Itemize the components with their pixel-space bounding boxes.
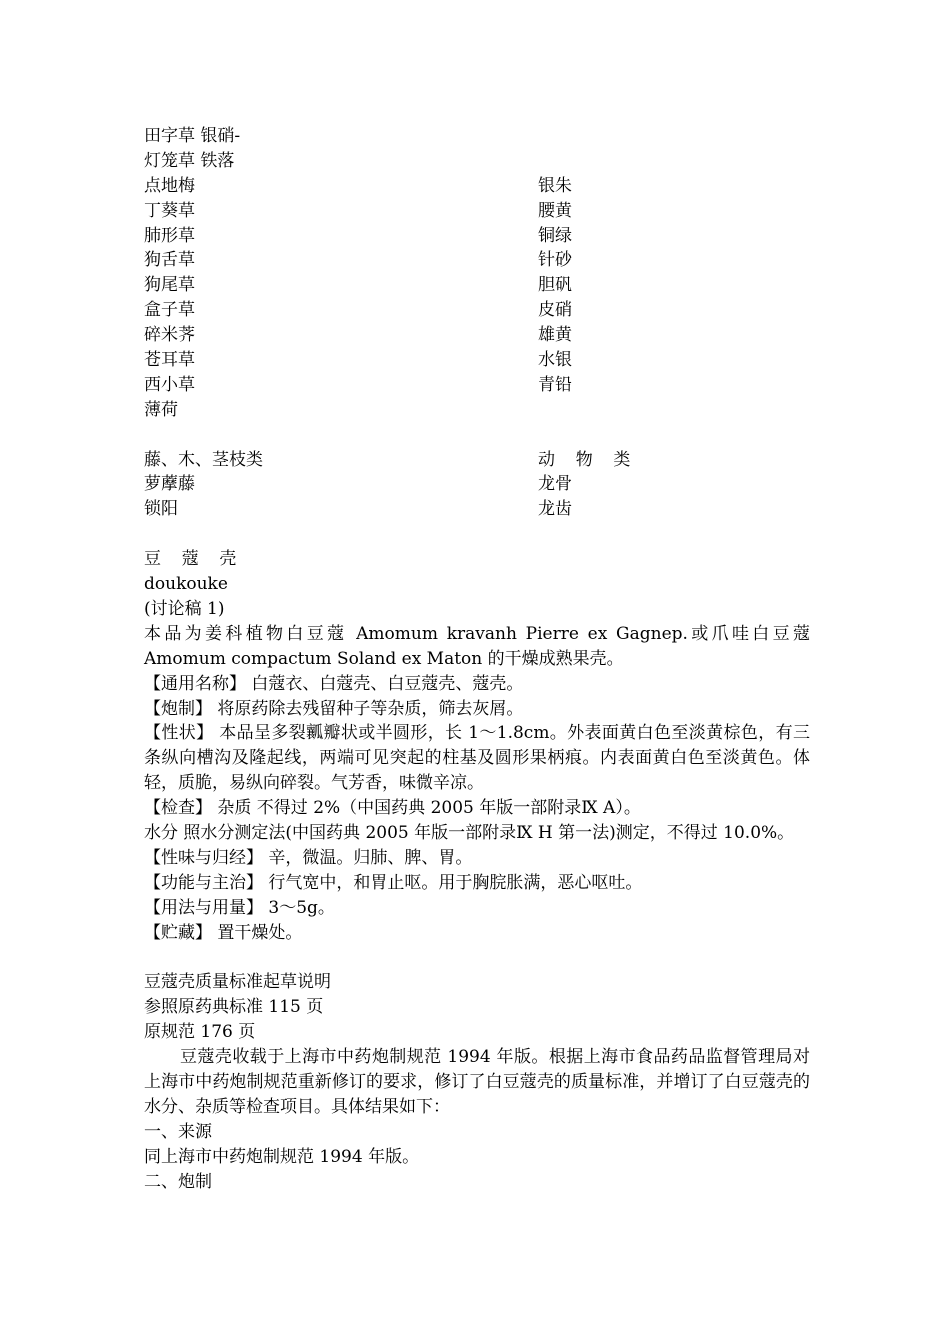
monograph-dosage: 【用法与用量】 3～5g。 — [144, 897, 335, 918]
herb-name: 肺形草 — [144, 225, 195, 246]
monograph-pinyin: doukouke — [144, 574, 228, 595]
list-row — [144, 174, 810, 199]
herb-name: 薄荷 — [144, 399, 178, 420]
mineral-name: 针砂 — [538, 250, 572, 271]
mineral-name: 雄黄 — [538, 325, 572, 346]
herb-name: 丁葵草 — [144, 200, 195, 221]
category-header: 动 物 类 — [538, 449, 631, 470]
explanation-paragraph: 豆蔻壳收载于上海市中药炮制规范 1994 年版。根据上海市食品药品监督管理局对上海市中药炮制规范重新修订的要求，修订了白豆蔻壳的质量标准，并增订了白豆蔻壳的水分、杂质等检查项目。具体结果如下： — [144, 1047, 810, 1117]
monograph-title: 豆 蔻 壳 — [144, 549, 237, 570]
monograph-source: 本品为姜科植物白豆蔻 Amomum kravanh Pierre ex Gagnep.或爪哇白豆蔻 Amomum compactum Soland ex Maton 的干燥成熟果壳。 — [144, 623, 810, 669]
list-row — [144, 472, 810, 497]
monograph-draft: (讨论稿 1) — [144, 598, 225, 619]
herb-name: 狗尾草 — [144, 275, 195, 296]
mineral-name: 水银 — [538, 350, 572, 371]
mineral-name: 青铅 — [538, 374, 572, 395]
section-text: 同上海市中药炮制规范 1994 年版。 — [144, 1146, 420, 1167]
mineral-name: 银朱 — [538, 175, 572, 196]
blank-line — [144, 522, 810, 547]
list-row — [144, 273, 810, 298]
text-line: 田字草 银硝- — [144, 126, 241, 146]
blank-line — [144, 423, 810, 448]
monograph-character: 【性状】 本品呈多裂瓤瓣状或半圆形，长 1～1.8cm。外表面黄白色至淡黄棕色，有三条纵向槽沟及隆起线，两端可见突起的柱基及圆形果柄痕。内表面黄白色至淡黄色。体轻，质脆，易纵向碎裂。气芳香，味微辛凉。 — [144, 723, 810, 794]
monograph-moisture: 水分 照水分测定法(中国药典 2005 年版一部附录Ⅸ H 第一法)测定，不得过 10.0%。 — [144, 823, 795, 844]
list-row — [144, 298, 810, 323]
herb-name: 狗舌草 — [144, 250, 195, 271]
mineral-name: 胆矾 — [538, 275, 572, 296]
herb-name: 锁阳 — [144, 499, 178, 520]
list-row — [144, 199, 810, 224]
category-header-row — [144, 448, 810, 473]
monograph-processing: 【炮制】 将原药除去残留种子等杂质，筛去灰屑。 — [144, 698, 524, 719]
mineral-name: 皮硝 — [538, 300, 572, 321]
herb-name: 萝藦藤 — [144, 474, 195, 495]
list-row — [144, 248, 810, 273]
mineral-name: 腰黄 — [538, 200, 572, 221]
category-header: 藤、木、茎枝类 — [144, 449, 263, 470]
explanation-title: 豆蔻壳质量标准起草说明 — [144, 972, 331, 993]
herb-name: 苍耳草 — [144, 350, 195, 371]
list-row — [144, 373, 810, 398]
text-line: 灯笼草 铁落 — [144, 150, 235, 171]
blank-line — [144, 946, 810, 971]
monograph-storage: 【贮藏】 置干燥处。 — [144, 922, 303, 943]
explanation-ref: 原规范 176 页 — [144, 1022, 256, 1043]
section-heading: 二、炮制 — [144, 1171, 212, 1192]
explanation-ref: 参照原药典标准 115 页 — [144, 997, 324, 1018]
herb-name: 西小草 — [144, 374, 195, 395]
animal-name: 龙骨 — [538, 474, 572, 495]
mineral-name: 铜绿 — [538, 225, 572, 246]
list-row — [144, 323, 810, 348]
section-heading: 一、来源 — [144, 1121, 212, 1142]
animal-name: 龙齿 — [538, 499, 572, 520]
list-row — [144, 224, 810, 249]
list-row — [144, 348, 810, 373]
monograph-common-names: 【通用名称】 白蔻衣、白蔻壳、白豆蔻壳、蔻壳。 — [144, 673, 524, 694]
monograph-nature: 【性味与归经】 辛，微温。归肺、脾、胃。 — [144, 847, 473, 868]
monograph-function: 【功能与主治】 行气宽中，和胃止呕。用于胸脘胀满，恶心呕吐。 — [144, 872, 643, 893]
herb-name: 盒子草 — [144, 300, 195, 321]
list-row — [144, 497, 810, 522]
herb-name: 点地梅 — [144, 175, 195, 196]
herb-name: 碎米荠 — [144, 325, 195, 346]
monograph-inspection: 【检查】 杂质 不得过 2%（中国药典 2005 年版一部附录Ⅸ A）。 — [144, 798, 641, 819]
document-page — [144, 124, 810, 1195]
